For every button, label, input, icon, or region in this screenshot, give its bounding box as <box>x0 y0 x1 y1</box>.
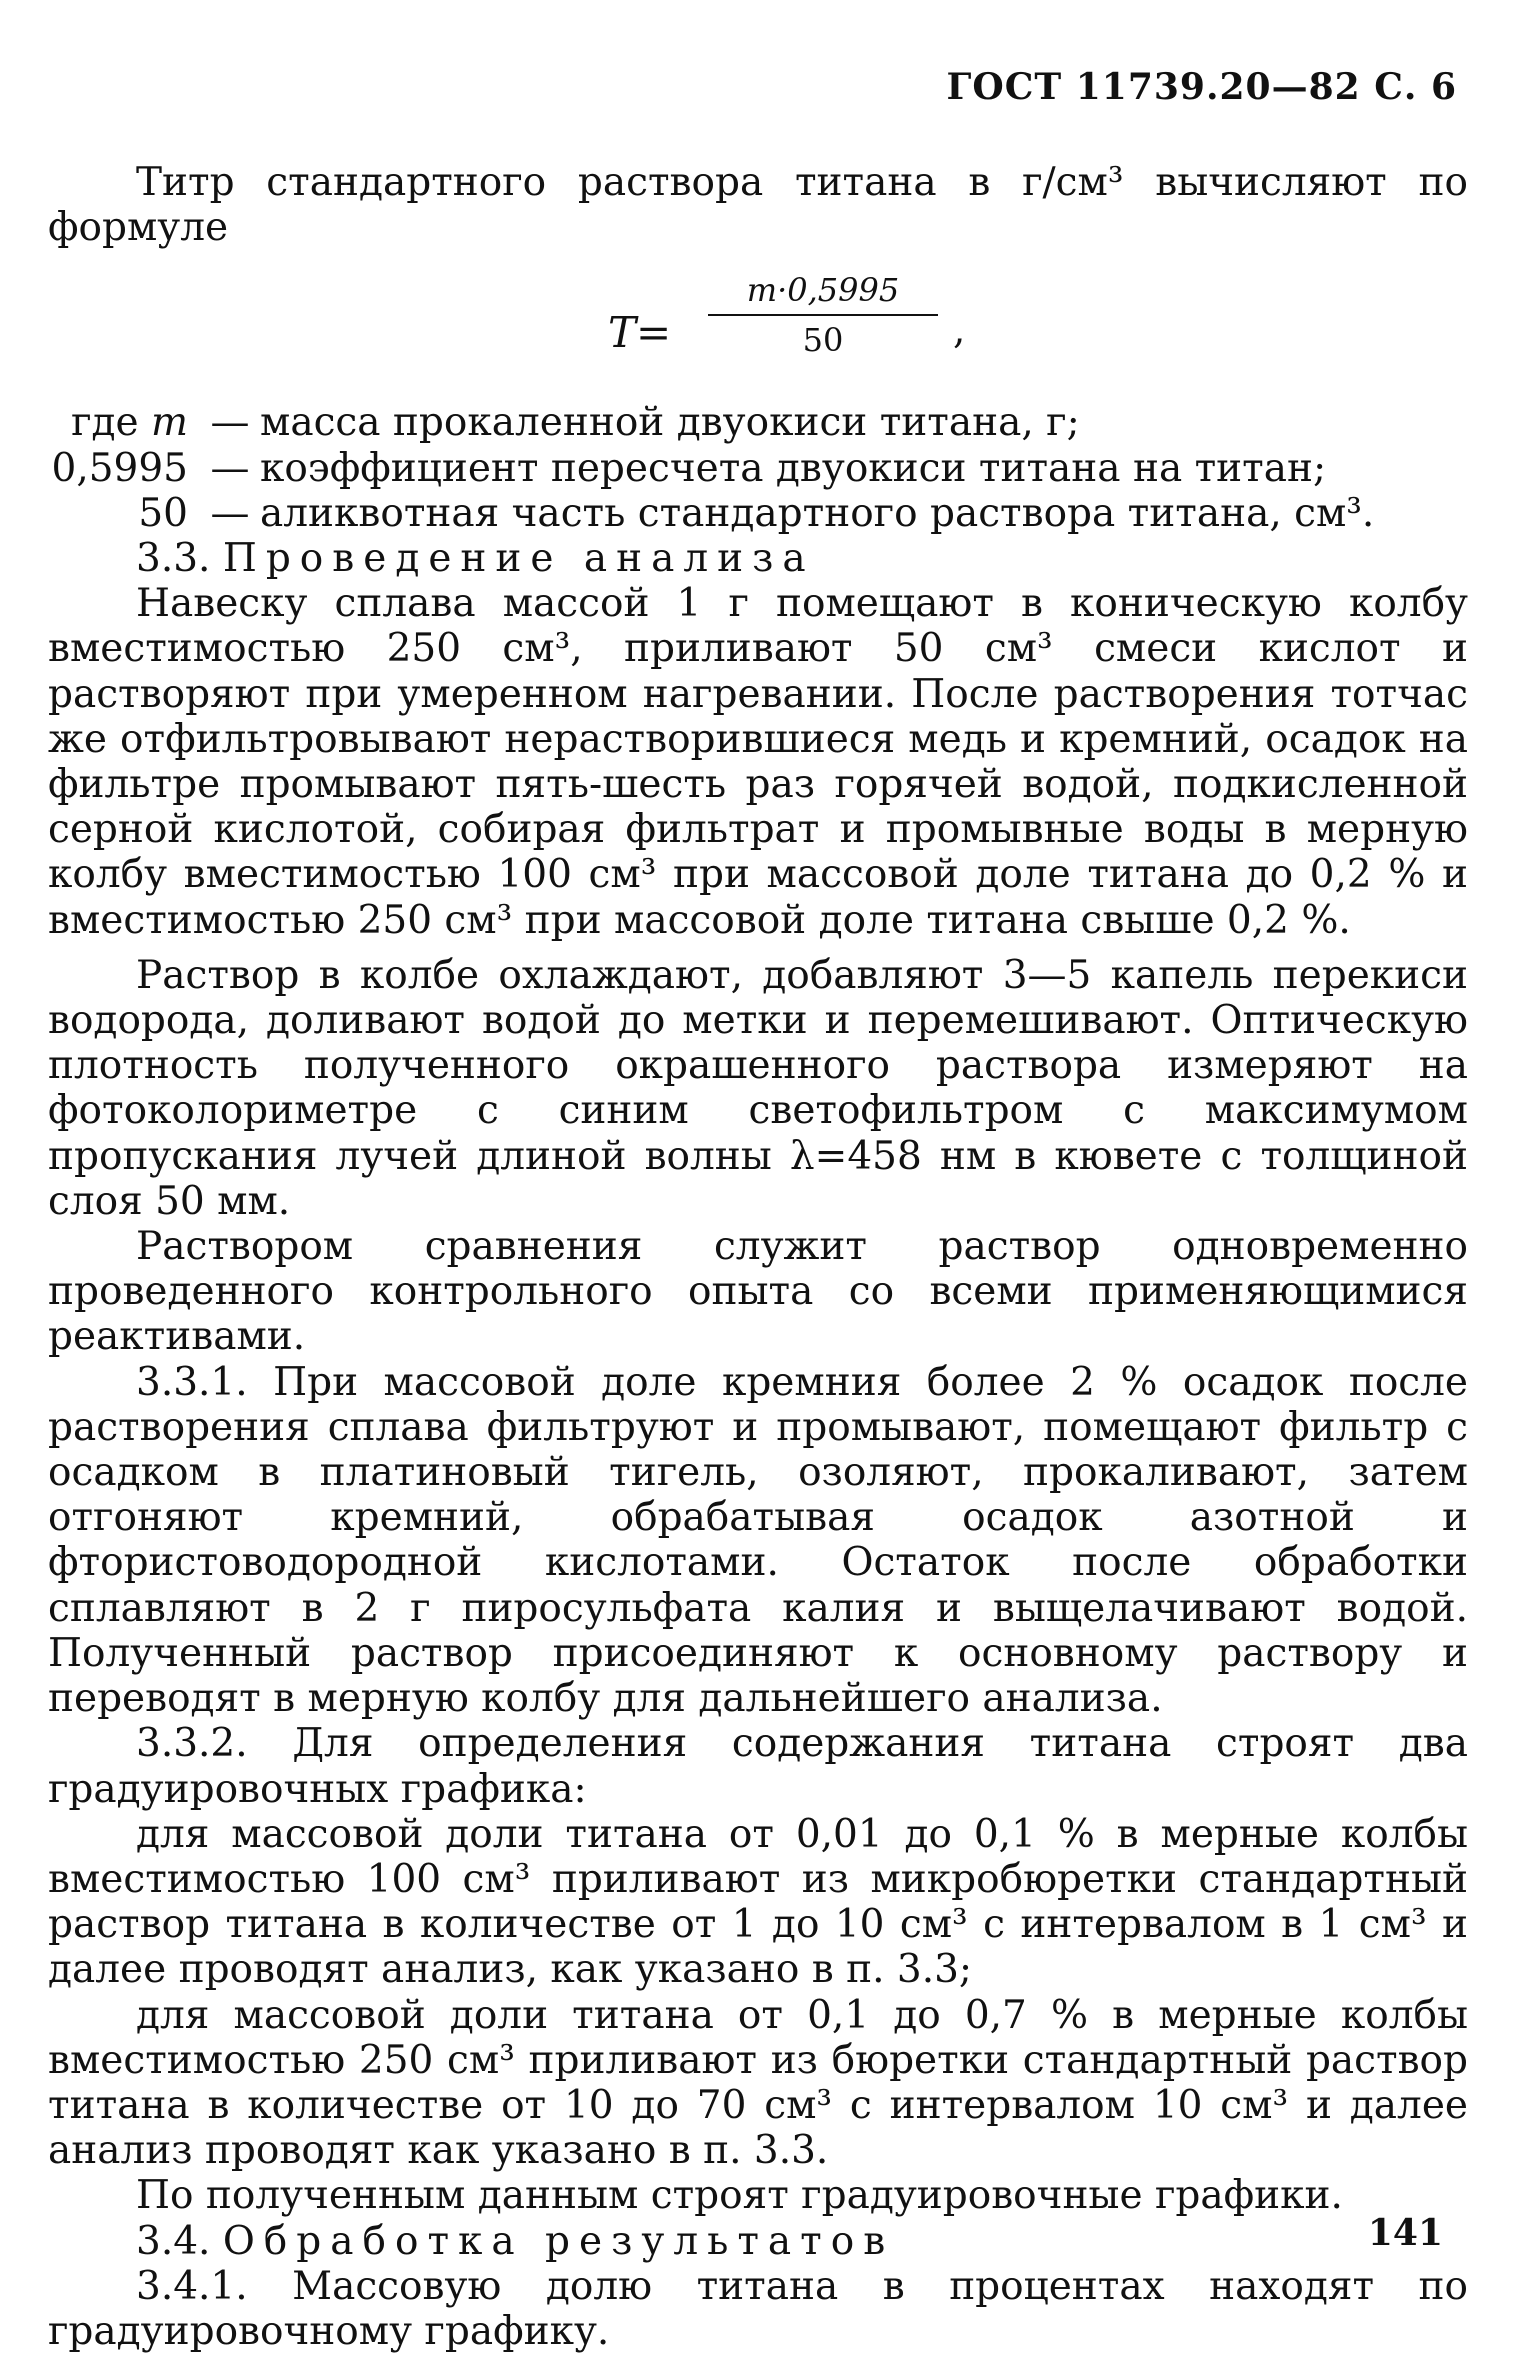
titer-formula <box>48 250 1468 400</box>
fraction-bar <box>708 314 938 316</box>
section-number: 3.4. <box>136 2218 211 2264</box>
paragraph: 3.3.1. При массовой доле кремния более 2 % осадок после растворения сплава фильтруют и промывают, помещают фильтр с осадком в платиновый тигель, озоляют, прокаливают, затем отгоняют кремний, обрабатывая осадок азотной и фтористоводородной кислотами. Остаток после обработки сплавляют в 2 г пиросульфата калия и выщелачивают водой. Полученный раствор присоединяют к основному раствору и переводят в мерную колбу для дальнейшего анализа. <box>48 1359 1468 1722</box>
section-heading-3-3 <box>48 536 1468 581</box>
legend-symbol: 50 <box>138 490 188 536</box>
legend-dash: — <box>210 490 250 536</box>
paragraph: 3.4.1. Массовую долю титана в процентах находят по градуировочному графику. <box>48 2263 1468 2354</box>
legend-text: коэффициент пересчета двуокиси титана на титан; <box>260 445 1327 491</box>
legend-row <box>48 446 1468 491</box>
legend-symbol <box>48 400 200 445</box>
section-heading-3-4 <box>48 2219 1468 2264</box>
legend-text: масса прокаленной двуокиси титана, г; <box>260 400 1080 446</box>
formula-fraction <box>708 270 938 360</box>
paragraph: для массовой доли титана от 0,1 до 0,7 % в мерные колбы вместимостью 250 см³ приливают из бюретки стандартный раствор титана в количестве от 10 до 70 см³ с интервалом 10 см³ и далее анализ проводят как указано в п. 3.3. <box>48 1992 1468 2174</box>
formula-legend <box>48 400 1468 536</box>
formula-lhs: T= <box>608 308 672 358</box>
legend-dash: — <box>210 445 250 491</box>
intro-paragraph: Титр стандартного раствора титана в г/см³ вычисляют по формуле <box>48 160 1468 251</box>
paragraph: Раствором сравнения служит раствор одновременно проведенного контрольного опыта со всеми применяющимися реактивами. <box>48 1224 1468 1360</box>
page-number: 141 <box>1367 2212 1443 2254</box>
legend-text: аликвотная часть стандартного раствора титана, см³. <box>260 490 1375 536</box>
page-header: ГОСТ 11739.20—82 С. 6 <box>946 66 1457 108</box>
formula-comma: , <box>953 308 966 354</box>
legend-row <box>48 400 1468 445</box>
formula-numerator: m·0,5995 <box>746 271 900 310</box>
legend-symbol: 0,5995 <box>51 445 188 491</box>
section-title: Обработка результатов <box>222 2218 895 2264</box>
legend-prefix: где <box>71 400 139 446</box>
legend-row <box>48 491 1468 536</box>
section-title: Проведение анализа <box>222 536 815 582</box>
section-number: 3.3. <box>136 536 211 582</box>
paragraph: для массовой доли титана от 0,01 до 0,1 % в мерные колбы вместимостью 100 см³ приливают из микробюретки стандартный раствор титана в количестве от 1 до 10 см³ с интервалом в 1 см³ и далее проводят анализ, как указано в п. 3.3; <box>48 1811 1468 1993</box>
paragraph: По полученным данным строят градуировочные графики. <box>136 2173 1343 2219</box>
formula-denominator: 50 <box>802 321 844 360</box>
document-body <box>48 160 1468 2354</box>
paragraph: 3.3.2. Для определения содержания титана строят два градуировочных графика: <box>48 1721 1468 1812</box>
legend-symbol-text: m <box>151 400 188 446</box>
paragraph: Раствор в колбе охлаждают, добавляют 3—5 капель перекиси водорода, доливают водой до метки и перемешивают. Оптическую плотность полученного окрашенного раствора измеряют на фотоколориметре с синим светофильтром с максимумом пропускания лучей длиной волны λ=458 нм в кювете с толщиной слоя 50 мм. <box>48 952 1468 1224</box>
legend-dash: — <box>210 400 250 446</box>
paragraph: Навеску сплава массой 1 г помещают в коническую колбу вместимостью 250 см³, приливают 50 см³ смеси кислот и растворяют при умеренном нагревании. После растворения тотчас же отфильтровывают нерастворившиеся медь и кремний, осадок на фильтре промывают пять-шесть раз горячей водой, подкисленной серной кислотой, собирая фильтрат и промывные воды в мерную колбу вместимостью 100 см³ при массовой доле титана до 0,2 % и вместимостью 250 см³ при массовой доле титана свыше 0,2 %. <box>48 581 1468 943</box>
